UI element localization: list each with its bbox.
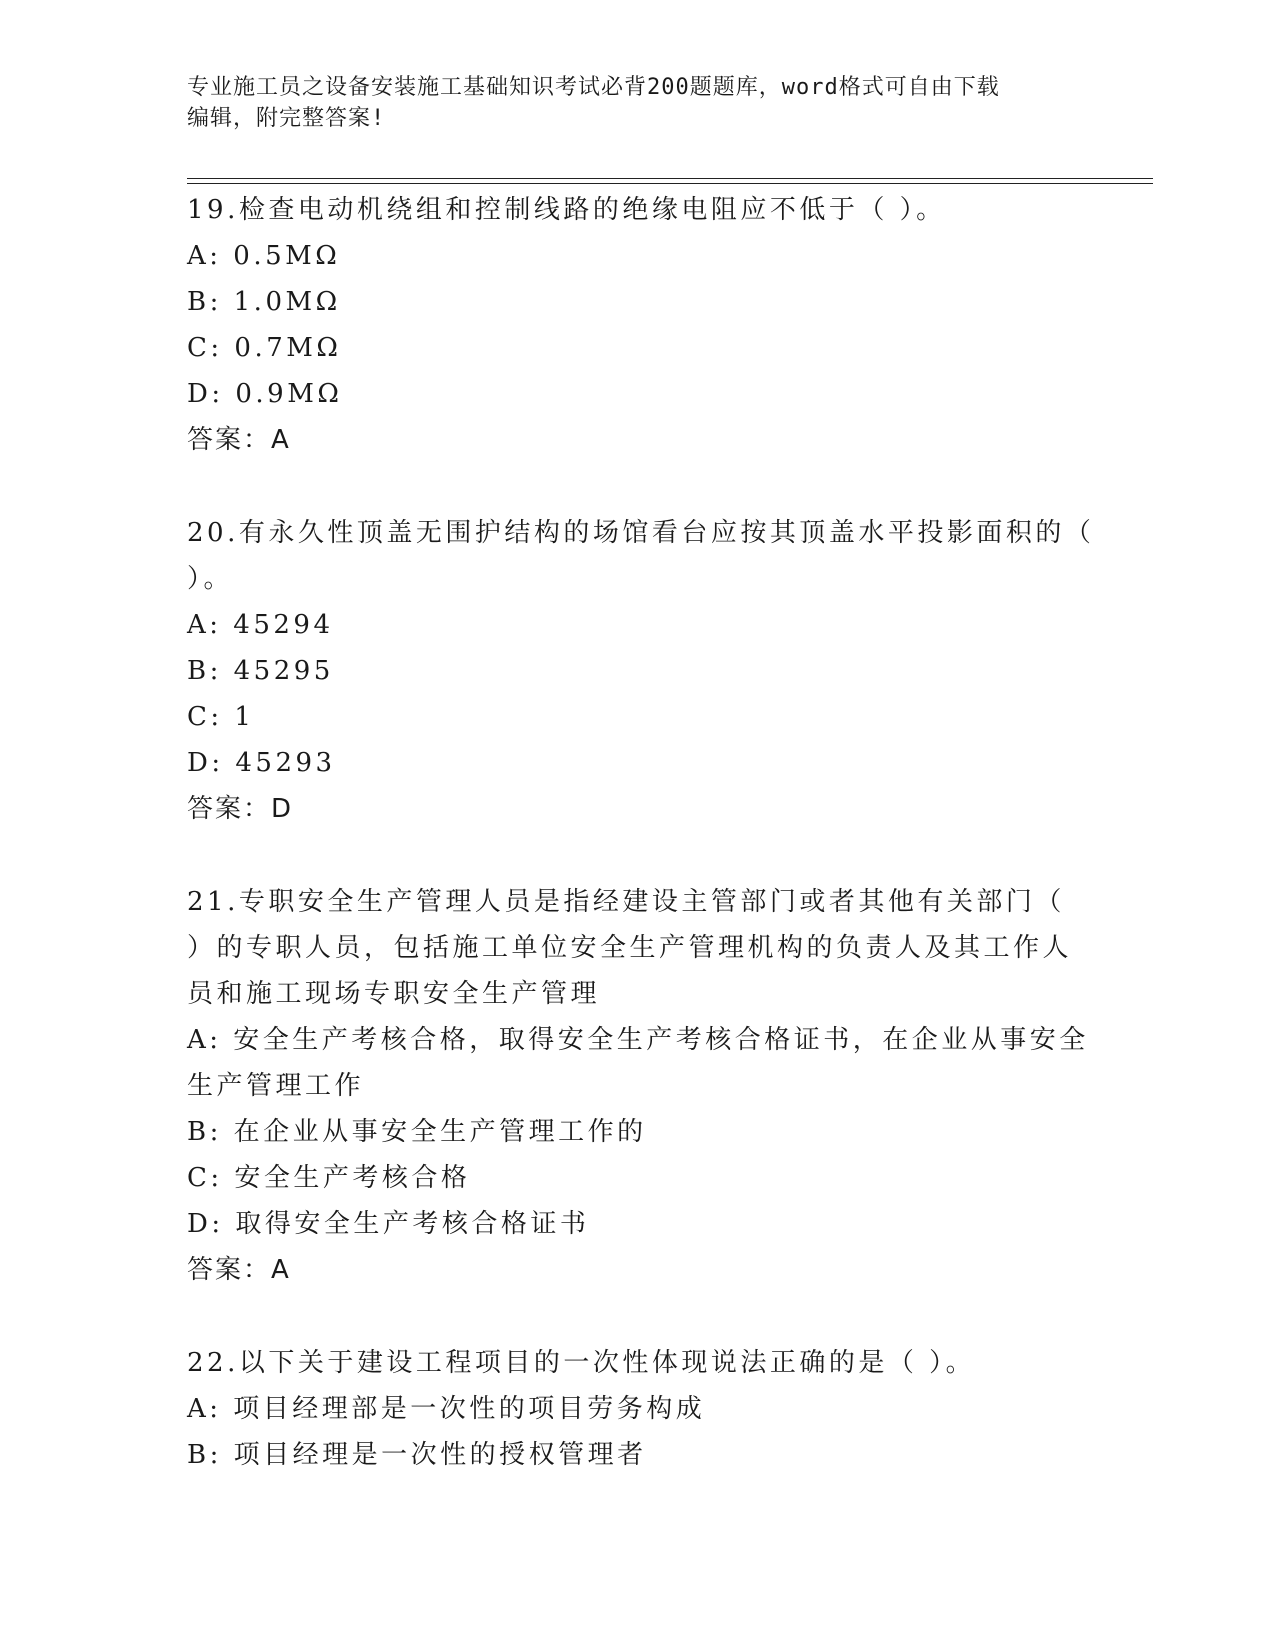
question-stem-line: 21.专职安全生产管理人员是指经建设主管部门或者其他有关部门（ <box>187 887 1065 917</box>
question-block <box>187 879 1087 1293</box>
document-header <box>187 72 1067 134</box>
question-block <box>187 1340 1087 1478</box>
option-line: C: 1 <box>187 702 255 732</box>
option-line: B: 项目经理是一次性的授权管理者 <box>187 1440 647 1470</box>
header-line-2: 编辑，附完整答案! <box>187 106 386 131</box>
question-block <box>187 187 1087 463</box>
option-line: D: 取得安全生产考核合格证书 <box>187 1209 590 1239</box>
option-line: C: 安全生产考核合格 <box>187 1163 471 1193</box>
option-line: D: 45293 <box>187 748 336 778</box>
header-divider-bottom <box>187 183 1153 184</box>
answer-label: 答案：A <box>187 425 291 455</box>
option-line: D: 0.9MΩ <box>187 379 343 409</box>
option-line: C: 0.7MΩ <box>187 333 342 363</box>
header-divider-top <box>187 178 1153 179</box>
option-line: B: 45295 <box>187 656 334 686</box>
question-stem-line: 22.以下关于建设工程项目的一次性体现说法正确的是（ ）。 <box>187 1348 976 1378</box>
question-stem-line: 员和施工现场专职安全生产管理 <box>187 979 601 1009</box>
question-block <box>187 510 1095 832</box>
option-line: A: 0.5MΩ <box>187 241 341 271</box>
question-list <box>187 187 1095 1525</box>
question-stem-line: 20.有永久性顶盖无围护结构的场馆看台应按其顶盖水平投影面积的（ <box>187 518 1095 548</box>
question-stem-line: ）的专职人员，包括施工单位安全生产管理机构的负责人及其工作人 <box>187 933 1073 963</box>
question-stem-line: 19.检查电动机绕组和控制线路的绝缘电阻应不低于（ ）。 <box>187 195 946 225</box>
option-line: A: 安全生产考核合格，取得安全生产考核合格证书，在企业从事安全 <box>187 1025 1089 1055</box>
option-line: A: 项目经理部是一次性的项目劳务构成 <box>187 1394 706 1424</box>
option-line: B: 1.0MΩ <box>187 287 341 317</box>
answer-label: 答案：D <box>187 794 294 824</box>
header-line-1: 专业施工员之设备安装施工基础知识考试必背200题题库，word格式可自由下载 <box>187 75 1000 100</box>
question-stem-line: ）。 <box>187 564 234 594</box>
option-line: 生产管理工作 <box>187 1071 365 1101</box>
option-line: B: 在企业从事安全生产管理工作的 <box>187 1117 647 1147</box>
option-line: A: 45294 <box>187 610 334 640</box>
answer-label: 答案：A <box>187 1255 291 1285</box>
